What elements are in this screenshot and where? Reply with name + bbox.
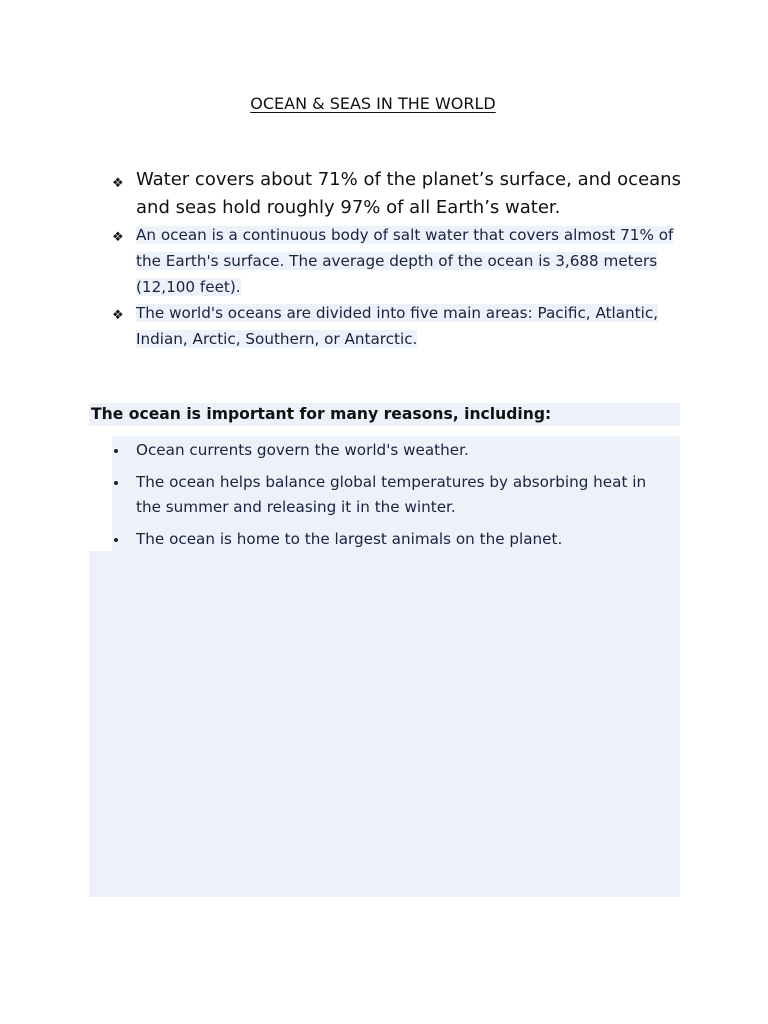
reason-item (112, 438, 672, 463)
reason-text: The ocean helps balance global temperatures by absorbing heat in the summer and releasing it in the winter. (136, 473, 647, 516)
bullet-dot-icon (114, 538, 118, 542)
diamond-bullet-icon: ❖ (112, 308, 124, 323)
diamond-bullet-icon: ❖ (112, 230, 124, 245)
reason-text: Ocean currents govern the world's weather. (136, 441, 469, 459)
reasons-heading: The ocean is important for many reasons, including: (89, 403, 680, 426)
fact-item-five-oceans (112, 300, 682, 352)
diamond-bullet-icon: ❖ (112, 176, 124, 191)
fact-text: The world's oceans are divided into five main areas: Pacific, Atlantic, Indian, Arctic, Southern, or Antarctic. (136, 304, 659, 348)
bullet-dot-icon (114, 481, 118, 485)
document-title-text: OCEAN & SEAS IN THE WORLD (250, 94, 496, 113)
fact-text: An ocean is a continuous body of salt water that covers almost 71% of the Earth's surface. The average depth of the ocean is 3,688 meters (12,100 feet). (136, 226, 674, 296)
reason-text: The ocean is home to the largest animals on the planet. (136, 530, 563, 548)
fact-text: Water covers about 71% of the planet’s surface, and oceans and seas hold roughly 97% of all Earth’s water. (136, 169, 681, 218)
highlight-gap (89, 436, 112, 551)
reason-item (112, 470, 672, 520)
document-title (0, 93, 746, 115)
reason-item (112, 527, 672, 552)
fact-item-water-coverage (112, 166, 682, 222)
fact-item-ocean-definition (112, 222, 682, 300)
facts-list (112, 166, 682, 352)
reasons-list (112, 438, 672, 559)
bullet-dot-icon (114, 449, 118, 453)
